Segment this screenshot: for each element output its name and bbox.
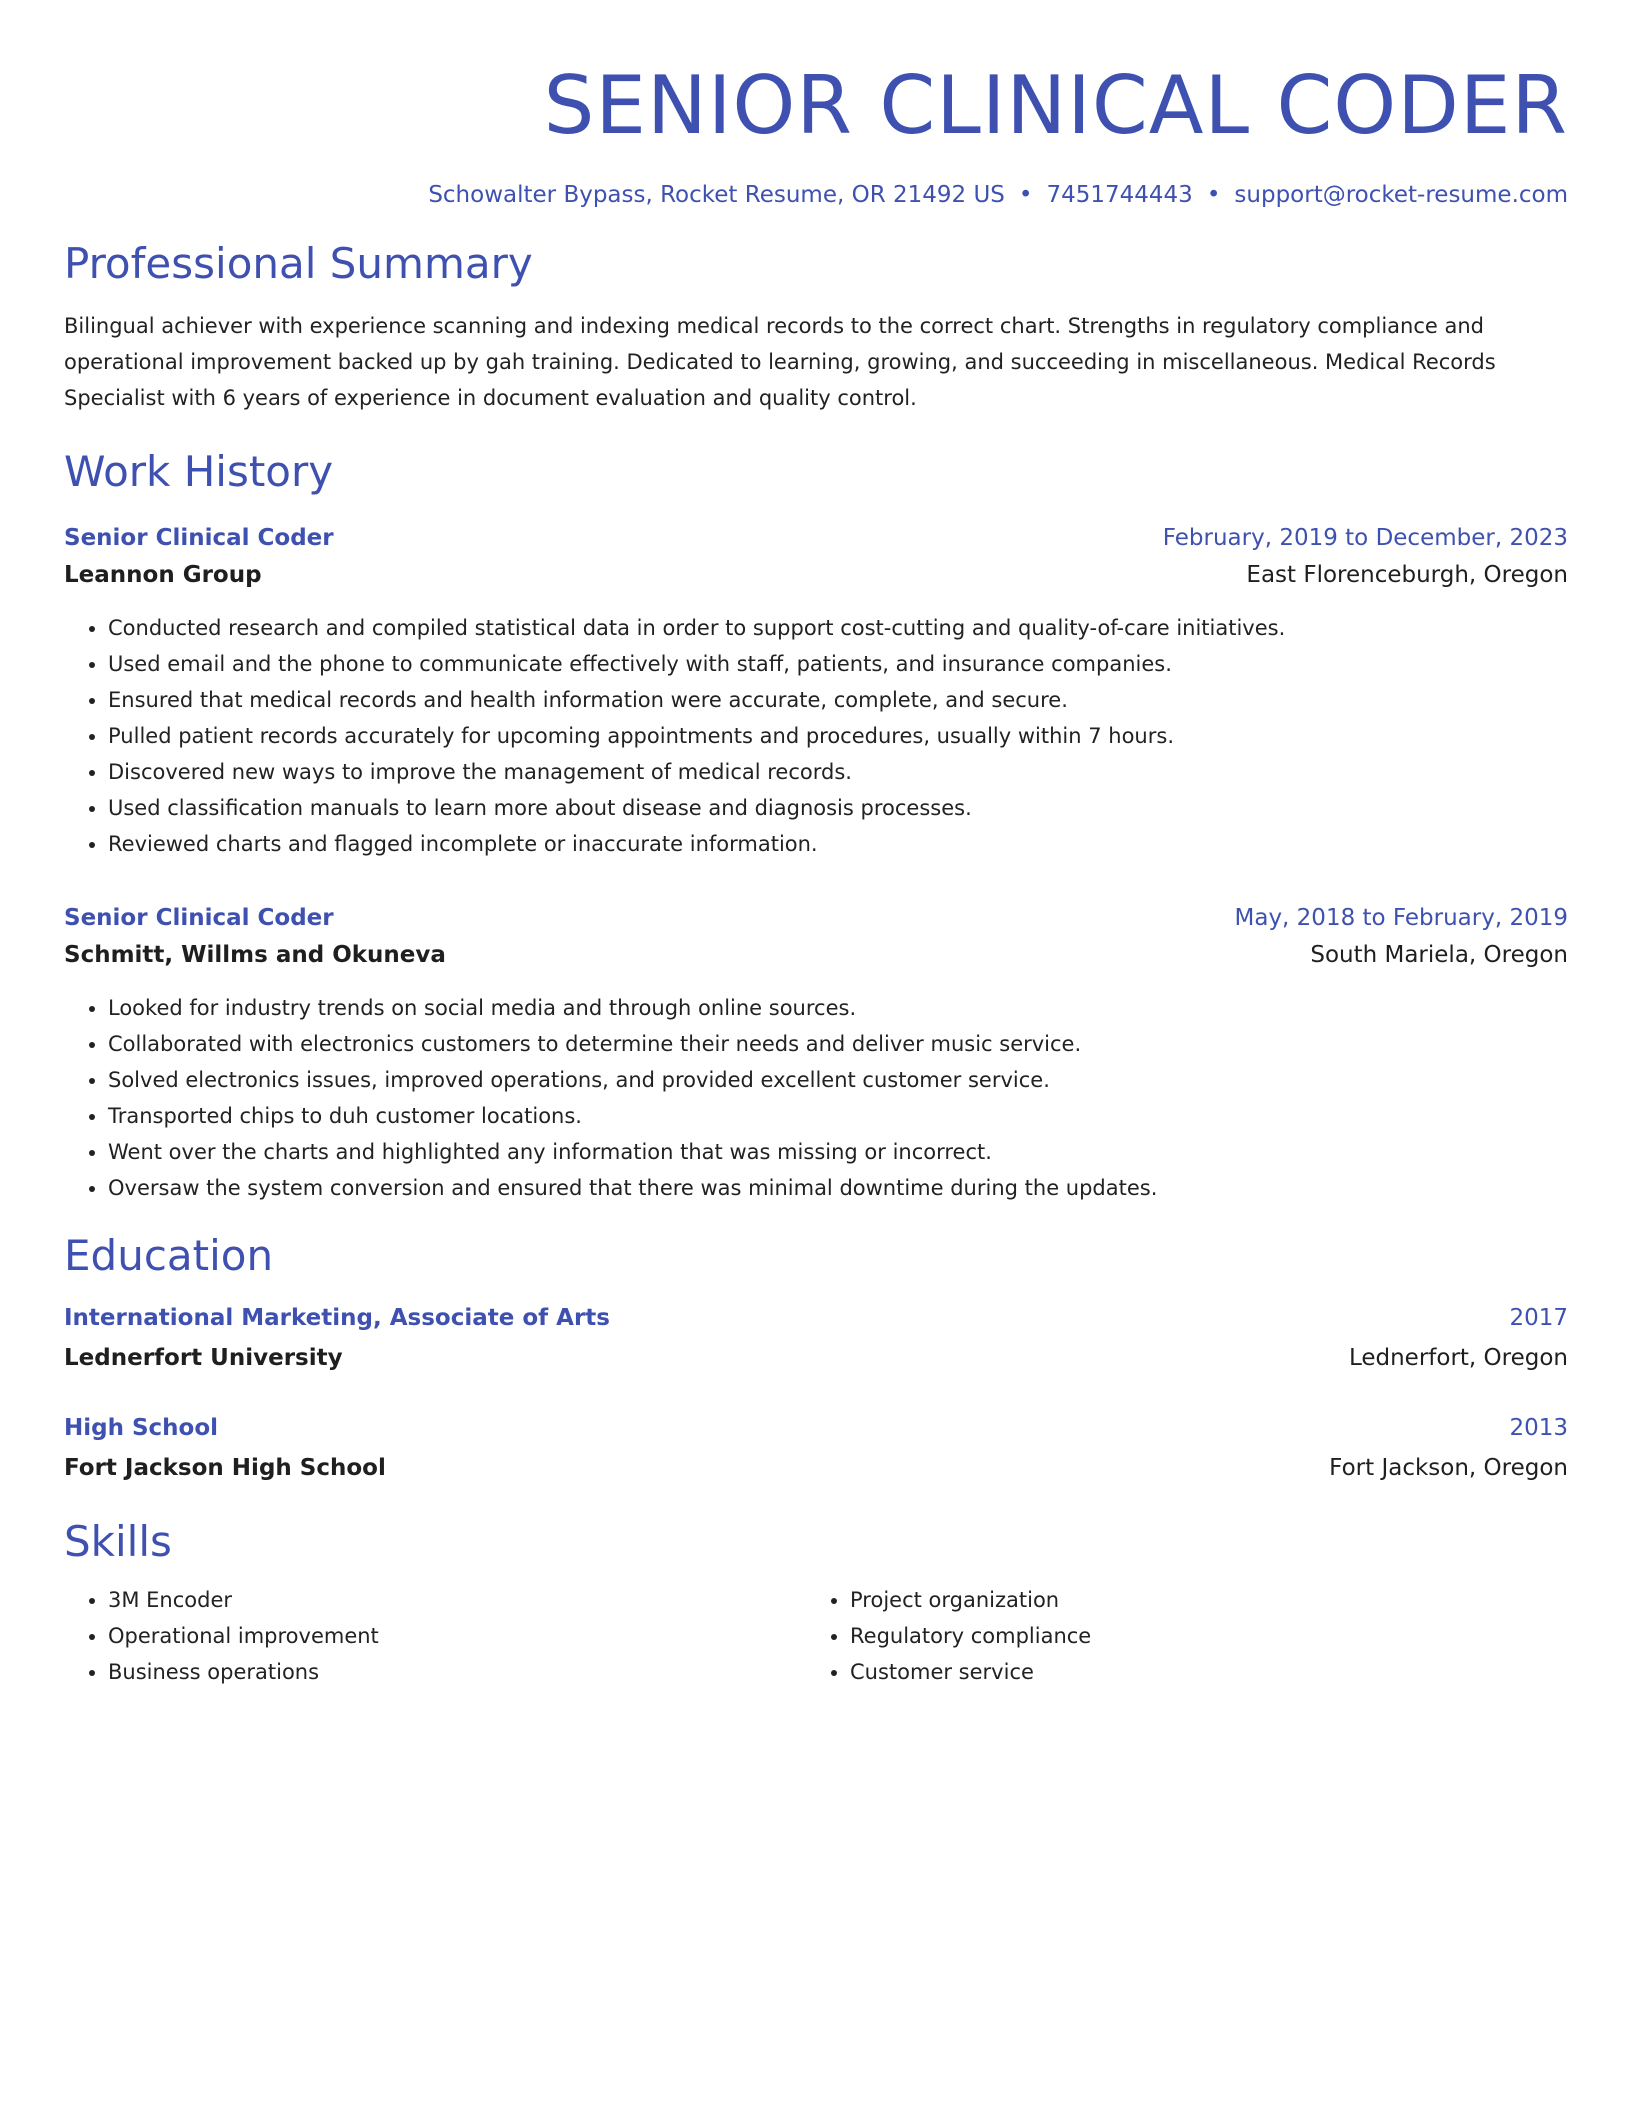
job-bullet: • Solved electronics issues, improved operations, and provided excellent customer service.	[108, 1062, 1568, 1098]
contact-phone: 7451744443	[1046, 182, 1193, 208]
skills-columns	[64, 1582, 1568, 1690]
skills-list-right	[806, 1582, 1548, 1690]
job-dates: February, 2019 to December, 2023	[1162, 525, 1568, 551]
job-bullets	[64, 990, 1568, 1206]
job-bullet: • Used email and the phone to communicate effectively with staff, patients, and insurance companies.	[108, 646, 1568, 682]
skill-item: • Project organization	[850, 1582, 1548, 1618]
education-entry	[64, 1300, 1568, 1380]
contact-line	[64, 180, 1568, 210]
skill-item: • Operational improvement	[108, 1618, 806, 1654]
job-bullet: • Reviewed charts and flagged incomplete or inaccurate information.	[108, 826, 1568, 862]
job-title: Senior Clinical Coder	[64, 905, 334, 931]
job-company: Schmitt, Willms and Okuneva	[64, 942, 446, 968]
education-school: Fort Jackson High School	[64, 1455, 386, 1481]
separator-dot: •	[1018, 182, 1033, 208]
summary-heading: Professional Summary	[64, 239, 533, 288]
education-degree: International Marketing, Associate of Arts	[64, 1305, 610, 1331]
job-location: South Mariela, Oregon	[1310, 942, 1568, 968]
education-location: Lednerfort, Oregon	[1348, 1345, 1568, 1371]
job-bullet: • Looked for industry trends on social media and through online sources.	[108, 990, 1568, 1026]
education-entry	[64, 1410, 1568, 1490]
work-history-heading: Work History	[64, 447, 334, 496]
skill-item: • 3M Encoder	[108, 1582, 806, 1618]
job-bullets	[64, 610, 1568, 862]
education-location: Fort Jackson, Oregon	[1329, 1455, 1568, 1481]
contact-email[interactable]: support@rocket-resume.com	[1234, 182, 1568, 208]
job-bullet: • Ensured that medical records and health information were accurate, complete, and secure.	[108, 682, 1568, 718]
job-bullet: • Oversaw the system conversion and ensured that there was minimal downtime during the updates.	[108, 1170, 1568, 1206]
education-year: 2013	[1509, 1415, 1568, 1441]
job-bullet: • Went over the charts and highlighted any information that was missing or incorrect.	[108, 1134, 1568, 1170]
education-heading: Education	[64, 1231, 274, 1280]
job-entry	[64, 520, 1568, 862]
job-company: Leannon Group	[64, 562, 262, 588]
job-bullet: • Pulled patient records accurately for upcoming appointments and procedures, usually within 7 hours.	[108, 718, 1568, 754]
job-bullet: • Conducted research and compiled statistical data in order to support cost-cutting and quality-of-care initiatives.	[108, 610, 1568, 646]
job-bullet: • Used classification manuals to learn more about disease and diagnosis processes.	[108, 790, 1568, 826]
job-title: Senior Clinical Coder	[64, 525, 334, 551]
skill-item: • Regulatory compliance	[850, 1618, 1548, 1654]
summary-text: Bilingual achiever with experience scanning and indexing medical records to the correct chart. Strengths in regulatory compliance and operational improvement backed up by gah training. Dedicated to learning, growing, and succeeding in miscellaneous. Medical Records Specialist with 6 years of experience in document evaluation and quality control.	[64, 314, 1496, 410]
job-bullet: • Transported chips to duh customer locations.	[108, 1098, 1568, 1134]
job-bullet: • Discovered new ways to improve the management of medical records.	[108, 754, 1568, 790]
skill-item: • Business operations	[108, 1654, 806, 1690]
job-location: East Florenceburgh, Oregon	[1246, 562, 1568, 588]
education-year: 2017	[1509, 1305, 1568, 1331]
skill-item: • Customer service	[850, 1654, 1548, 1690]
skills-list-left	[64, 1582, 806, 1690]
job-entry	[64, 900, 1568, 1206]
job-bullet: • Collaborated with electronics customers to determine their needs and deliver music service.	[108, 1026, 1568, 1062]
separator-dot: •	[1206, 182, 1221, 208]
education-degree: High School	[64, 1415, 219, 1441]
contact-address: Schowalter Bypass, Rocket Resume, OR 21492 US	[428, 182, 1005, 208]
resume-name: SENIOR CLINICAL CODER	[543, 59, 1568, 152]
skills-heading: Skills	[64, 1517, 172, 1566]
resume-page	[64, 0, 1568, 1690]
job-dates: May, 2018 to February, 2019	[1234, 905, 1568, 931]
education-school: Lednerfort University	[64, 1345, 343, 1371]
